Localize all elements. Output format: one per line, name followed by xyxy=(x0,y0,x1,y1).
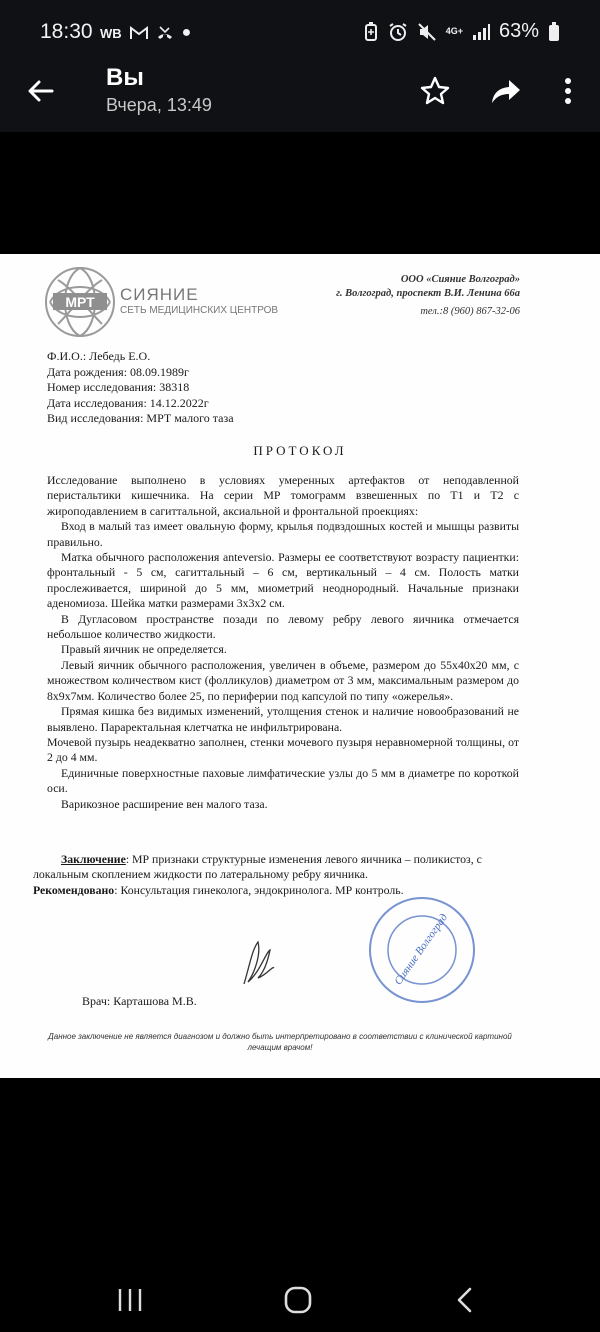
network-label: 4G+ xyxy=(445,26,463,36)
stamp-text: Сияние Волгоград xyxy=(392,911,451,988)
paragraph: Мочевой пузырь неадекватно заполнен, стенки мочевого пузыря неравномерной толщины, от 2 до 4 мм. xyxy=(47,734,519,765)
conclusion-label: Заключение xyxy=(61,852,126,866)
protocol-body xyxy=(47,473,519,812)
paragraph: Матка обычного расположения anteversio. Размеры ее соответствуют возрасту пациентки: фронтальный - 5 см, сагиттальный – 6 см, вертикальный – 4 см. Полость матки прослеживается, шириной до 5 мм, миометрий неоднородный. Начальные признаки аденомиоза. Шейка матки размерами 3х3х2 см. xyxy=(47,550,519,611)
battery-saver-icon xyxy=(363,22,379,42)
paragraph: В Дугласовом пространстве позади по левому ребру левого яичника отмечается небольшое количество жидкости. xyxy=(47,611,519,642)
home-icon[interactable] xyxy=(280,1282,316,1318)
org-name: ООО «Сияние Волгоград» xyxy=(400,274,520,285)
sender-title: Вы xyxy=(106,64,144,91)
more-options-icon[interactable] xyxy=(551,74,585,108)
paragraph: Левый яичник обычного расположения, увеличен в объеме, размером до 55х40х20 мм, с множеством количеством кист (фолликулов) диаметром от 3 мм, максимальным размером до 8х9х7мм. Количество более 25, по периферии под капсулой по типу «ожерелья». xyxy=(47,657,519,703)
battery-percent: 63% xyxy=(498,20,539,42)
signature-icon xyxy=(230,934,280,994)
gmail-icon xyxy=(130,26,148,40)
conclusion-block xyxy=(33,852,521,898)
alarm-icon xyxy=(388,22,408,42)
paragraph: Прямая кишка без видимых изменений, утолщения стенок и наличие новообразований не выявлено. Параректальная клетчатка не инфильтрирована. xyxy=(47,704,519,734)
signal-icon xyxy=(472,23,490,41)
mrt-logo-icon xyxy=(40,262,120,342)
dot-icon: ● xyxy=(181,24,192,41)
patient-fields xyxy=(47,349,234,427)
logo-mark: МРТ xyxy=(65,294,95,310)
recommended-text: : Консультация гинеколога, эндокринолога. МР контроль. xyxy=(114,882,404,897)
system-icons xyxy=(363,20,560,43)
share-forward-icon[interactable] xyxy=(489,74,523,108)
org-phone: тел.:8 (960) 867-32-06 xyxy=(420,306,520,317)
stamp-seal xyxy=(366,894,478,1006)
conclusion-text: : МР признаки структурные изменения левого яичника – поликистоз, с локальным скоплением жидкости по латеральному ребру яичника. xyxy=(33,852,482,882)
paragraph: Правый яичник не определяется. xyxy=(61,642,227,657)
field-study-number: Номер исследования: 38318 xyxy=(47,380,190,394)
mute-icon xyxy=(417,22,437,42)
navigation-bar xyxy=(0,1262,600,1332)
missed-call-icon xyxy=(156,25,174,41)
paragraph: Вход в малый таз имеет овальную форму, крылья подвздошных костей и мышцы развиты правильно. xyxy=(47,519,519,549)
field-study-date: Дата исследования: 14.12.2022г xyxy=(47,395,209,410)
paragraph: Исследование выполнено в условиях умеренных артефактов от неподавленной перистальтики кишечника. На серии МР томограмм взвешенных по Т1 и Т2 с жироподавлением в сагиттальной, аксиальной и фронтальной проекциях: xyxy=(47,473,519,518)
recommended-label: Рекомендовано xyxy=(33,882,115,897)
field-name: Ф.И.О.: Лебедь Е.О. xyxy=(47,349,151,363)
conclusion xyxy=(33,852,521,883)
org-address: г. Волгоград, проспект В.И. Ленина 66а xyxy=(336,288,520,299)
paragraph: Варикозное расширение вен малого таза. xyxy=(61,796,268,811)
wb-icon: WB xyxy=(100,25,122,41)
field-study-type: Вид исследования: МРТ малого таза xyxy=(47,411,234,425)
paragraph: Единичные поверхностные паховые лимфатические узлы до 5 мм в диаметре по короткой оси. xyxy=(47,765,519,796)
protocol-heading: ПРОТОКОЛ xyxy=(253,443,347,458)
logo-tagline: СЕТЬ МЕДИЦИНСКИХ ЦЕНТРОВ xyxy=(120,305,279,316)
notification-icons xyxy=(100,24,191,42)
logo-name: СИЯНИЕ xyxy=(120,285,199,304)
status-bar xyxy=(0,0,600,62)
star-icon[interactable] xyxy=(418,74,452,108)
back-icon[interactable] xyxy=(448,1282,484,1318)
disclaimer: Данное заключение не является диагнозом и должно быть интерпретировано в соответствии с клинической картиной лечащим врачом! xyxy=(48,1032,512,1052)
doctor-name: Врач: Карташова М.В. xyxy=(82,994,197,1008)
field-birthdate: Дата рождения: 08.09.1989г xyxy=(47,364,189,379)
app-bar xyxy=(0,62,600,132)
sent-time: Вчера, 13:49 xyxy=(106,95,212,115)
battery-icon xyxy=(548,22,560,42)
status-time: 18:30 xyxy=(40,20,93,43)
recents-icon[interactable] xyxy=(112,1282,148,1318)
document-image[interactable] xyxy=(0,254,600,1078)
back-arrow-icon[interactable] xyxy=(24,74,58,108)
